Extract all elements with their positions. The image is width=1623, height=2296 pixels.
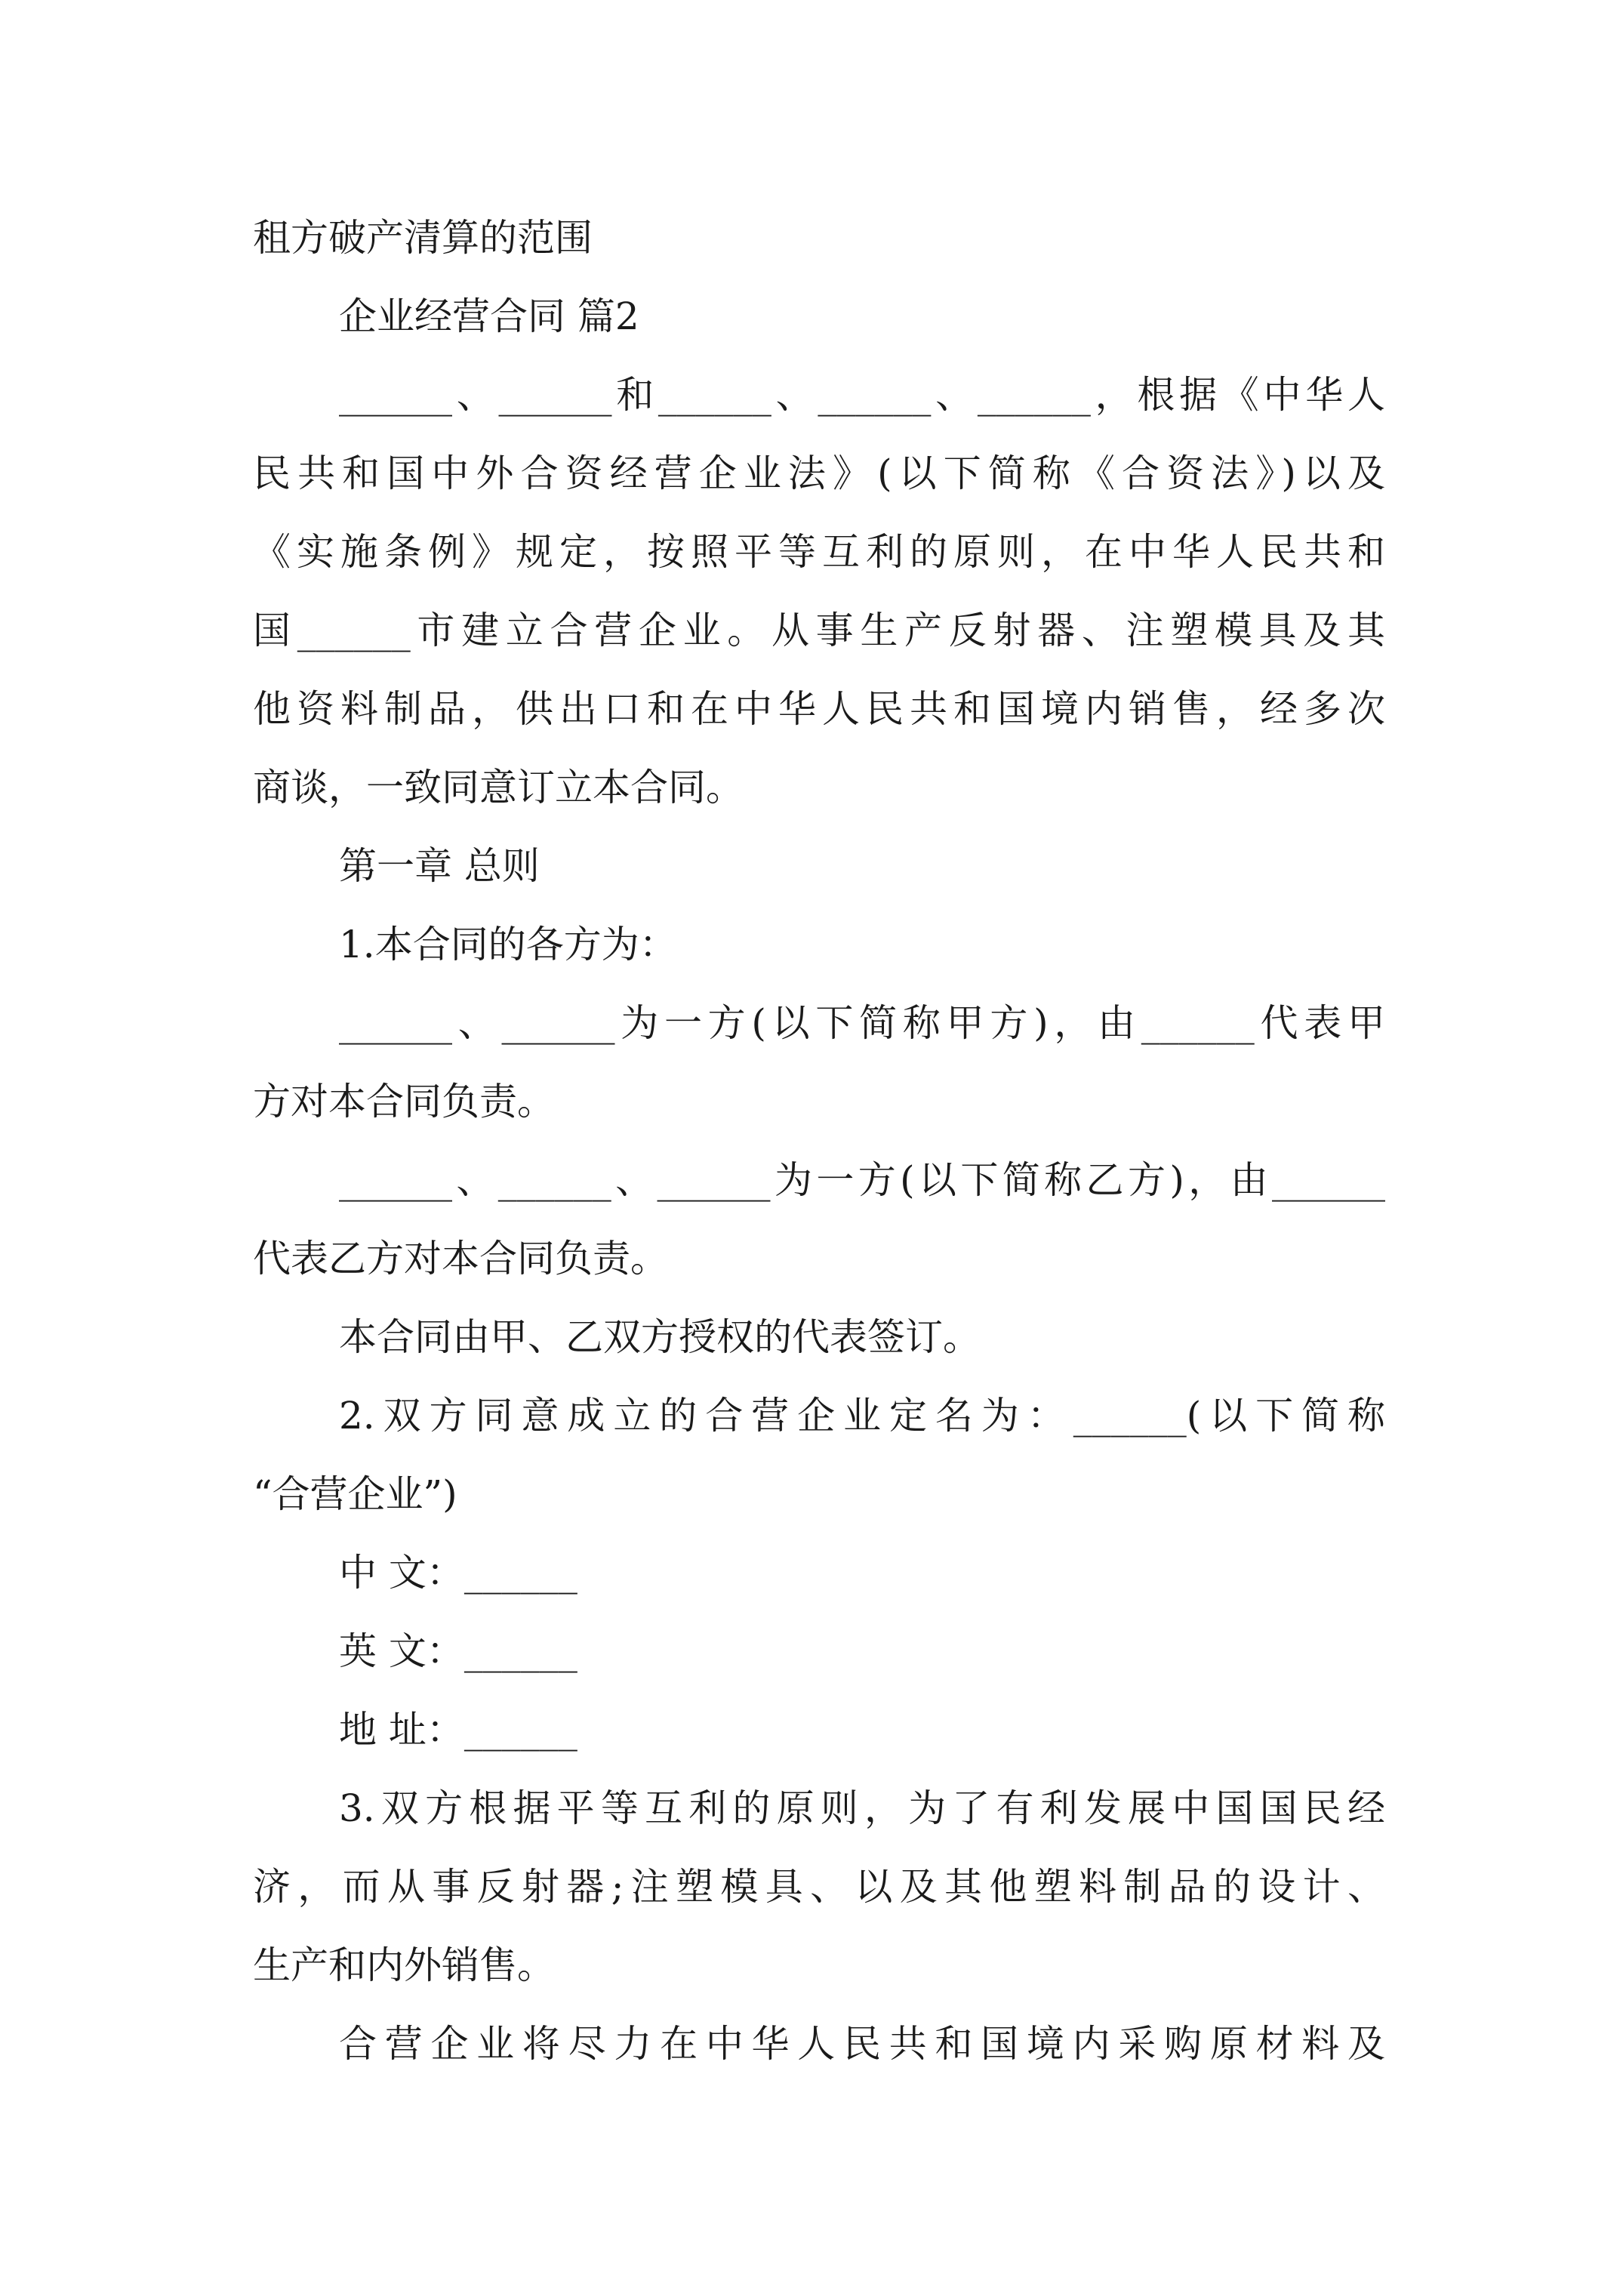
paragraph-line: 生产和内外销售。 <box>253 1943 555 1987</box>
paragraph-line: 3.双方根据平等互利的原则，为了有利发展中国国民经 <box>339 1786 1385 1830</box>
field-line-english-name: 英 文：______ <box>339 1629 577 1673</box>
paragraph-line: 方对本合同负责。 <box>253 1080 555 1123</box>
paragraph-line: 1.本合同的各方为： <box>339 923 677 966</box>
field-line-chinese-name: 中 文：______ <box>339 1551 577 1595</box>
paragraph-line: 代表乙方对本合同负责。 <box>253 1237 668 1281</box>
section-heading: 企业经营合同 篇2 <box>339 294 639 338</box>
paragraph-line: 合营企业将尽力在中华人民共和国境内采购原材料及 <box>339 2022 1385 2066</box>
paragraph-line: 济，而从事反射器;注塑模具、以及其他塑料制品的设计、 <box>253 1865 1385 1909</box>
paragraph-line: 国______市建立合营企业。从事生产反射器、注塑模具及其 <box>253 609 1385 652</box>
paragraph-line: 商谈，一致同意订立本合同。 <box>253 766 744 809</box>
paragraph-line: 民共和国中外合资经营企业法》(以下简称《合资法》)以及 <box>253 451 1385 495</box>
paragraph-line: “合营企业”) <box>253 1472 457 1516</box>
paragraph-line: ______、______和______、______、______，根据《中华人 <box>339 373 1385 417</box>
paragraph-line: ______、______为一方(以下简称甲方)，由______代表甲 <box>339 1001 1385 1045</box>
paragraph-line: 《实施条例》规定，按照平等互利的原则，在中华人民共和 <box>253 530 1385 574</box>
paragraph-line: 租方破产清算的范围 <box>253 216 593 260</box>
document-body <box>253 199 1385 2083</box>
paragraph-line: 2.双方同意成立的合营企业定名为：______(以下简称 <box>339 1394 1385 1438</box>
paragraph-line: 本合同由甲、乙双方授权的代表签订。 <box>339 1315 981 1359</box>
field-line-address: 地 址：______ <box>339 1708 577 1752</box>
paragraph-line: ______、______、______为一方(以下简称乙方)，由______ <box>339 1158 1385 1202</box>
paragraph-line: 他资料制品，供出口和在中华人民共和国境内销售，经多次 <box>253 687 1385 731</box>
chapter-heading: 第一章 总则 <box>339 844 540 888</box>
